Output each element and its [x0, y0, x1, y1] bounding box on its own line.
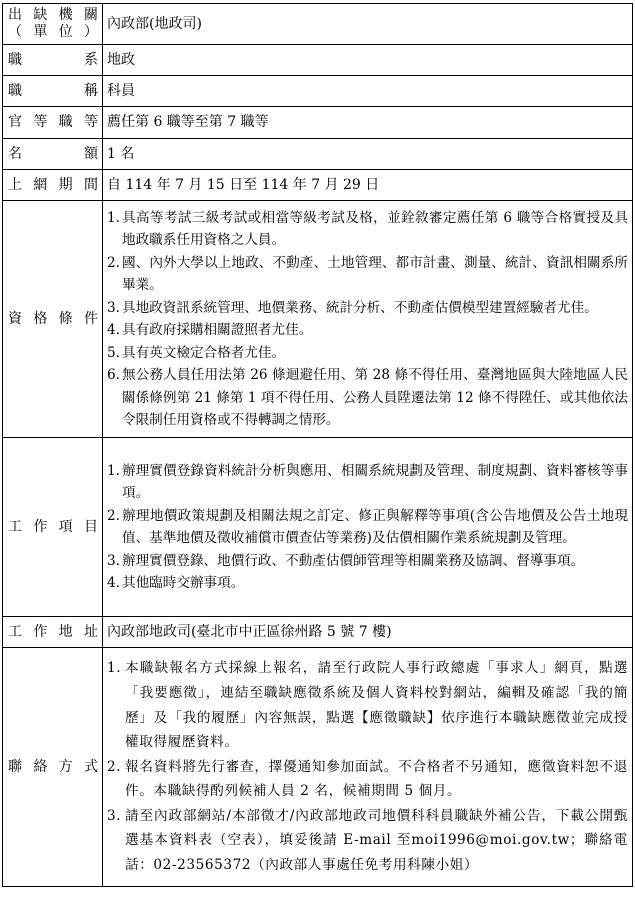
qualifications-value [103, 201, 633, 438]
grade-label: 官等職等 [8, 114, 98, 130]
contact-value [103, 648, 633, 887]
list-item: 1. 辦理實價登錄資料統計分析與應用、相關系統規劃及管理、制度規劃、資料審核等事項。 [107, 462, 628, 501]
duties-label: 工作項目 [8, 518, 98, 535]
row-agency [3, 4, 633, 45]
row-period [3, 170, 633, 201]
duties-list [107, 460, 628, 595]
quota-value: 1 名 [103, 139, 633, 170]
grade-value: 薦任第 6 職等至第 7 職等 [103, 107, 633, 139]
duties-value [103, 438, 633, 617]
row-duties [3, 438, 633, 617]
contact-list [107, 656, 628, 877]
quota-label: 名額 [8, 145, 98, 162]
list-item: 3. 辦理實價登錄、地價行政、不動產估價師管理等相關業務及協調、督導事項。 [107, 552, 585, 569]
title-value: 科員 [103, 76, 633, 107]
agency-value: 內政部(地政司) [103, 4, 633, 45]
agency-label-line2: （單位） [8, 24, 98, 40]
list-item: 6. 無公務人員任用法第 26 條迴避任用、第 28 條不得任用、臺灣地區與大陸地區人民關係條例第 21 條第 1 項不得任用、公務人員陞遷法第 12 條不得陞任、或其他依法令限制任用資格或不得轉調之情形。 [107, 367, 628, 428]
contact-label: 聯絡方式 [8, 758, 98, 775]
row-grade [3, 107, 633, 139]
row-qualifications [3, 201, 633, 438]
row-contact [3, 648, 633, 887]
job-vacancy-table [2, 3, 633, 887]
list-item: 1. 本職缺報名方式採線上報名，請至行政院人事行政總處「事求人」網頁，點選「我要應徵」，連結至職缺應徵系統及個人資料校對網站，編輯及確認「我的簡歷」及「我的履歷」內容無誤，點選【應徵職缺】依序進行本職缺應徵並完成授權取得履歷資料。 [107, 660, 628, 751]
qualifications-list [107, 207, 628, 432]
location-value: 內政部地政司(臺北市中正區徐州路 5 號 7 樓) [103, 617, 633, 648]
agency-label [3, 4, 103, 45]
list-item: 4. 其他臨時交辦事項。 [107, 575, 245, 591]
list-item: 1. 具高等考試三級考試或相當等級考試及格，並銓敘審定薦任第 6 職等合格實授及具地政職系任用資格之人員。 [107, 209, 628, 248]
row-location [3, 617, 633, 648]
row-title [3, 76, 633, 107]
list-item: 2. 國、內外大學以上地政、不動產、土地管理、都市計畫、測量、統計、資訊相關系所畢業。 [107, 254, 628, 293]
qualifications-label: 資格條件 [8, 310, 98, 327]
agency-label-line1: 出缺機關 [8, 7, 98, 23]
period-value: 自 114 年 7 月 15 日至 114 年 7 月 29 日 [103, 170, 633, 201]
list-item: 4. 具有政府採購相關證照者尤佳。 [107, 322, 313, 338]
series-value: 地政 [103, 45, 633, 76]
period-label: 上網期間 [8, 176, 98, 193]
list-item: 2. 辦理地價政策規劃及相關法規之訂定、修正與解釋等事項(含公告地價及公告土地現值、基準地價及徵收補償市價查估等業務)及估價相關作業系統規劃及管理。 [107, 507, 628, 546]
list-item: 5. 具有英文檢定合格者尤佳。 [107, 344, 286, 361]
row-series [3, 45, 633, 76]
row-quota [3, 139, 633, 170]
title-label: 職稱 [8, 82, 98, 99]
list-item: 3. 具地政資訊系統管理、地價業務、統計分析、不動產估價模型建置經驗者尤佳。 [107, 299, 598, 316]
list-item: 2. 報名資料將先行審查，擇優通知參加面試。不合格者不另通知，應徵資料恕不退件。本職缺得酌列候補人員 2 名，候補期間 5 個月。 [107, 758, 628, 800]
location-label: 工作地址 [8, 623, 98, 640]
list-item: 3. 請至內政部網站/本部徵才/內政部地政司地價科科員職缺外補公告，下載公開甄選基本資料表（空表），填妥後請 E-mail 至moi1996@moi.gov.tw；聯絡電話：02-23565372（內政部人事處任免考用科陳小姐） [107, 807, 628, 874]
series-label: 職系 [8, 51, 98, 68]
